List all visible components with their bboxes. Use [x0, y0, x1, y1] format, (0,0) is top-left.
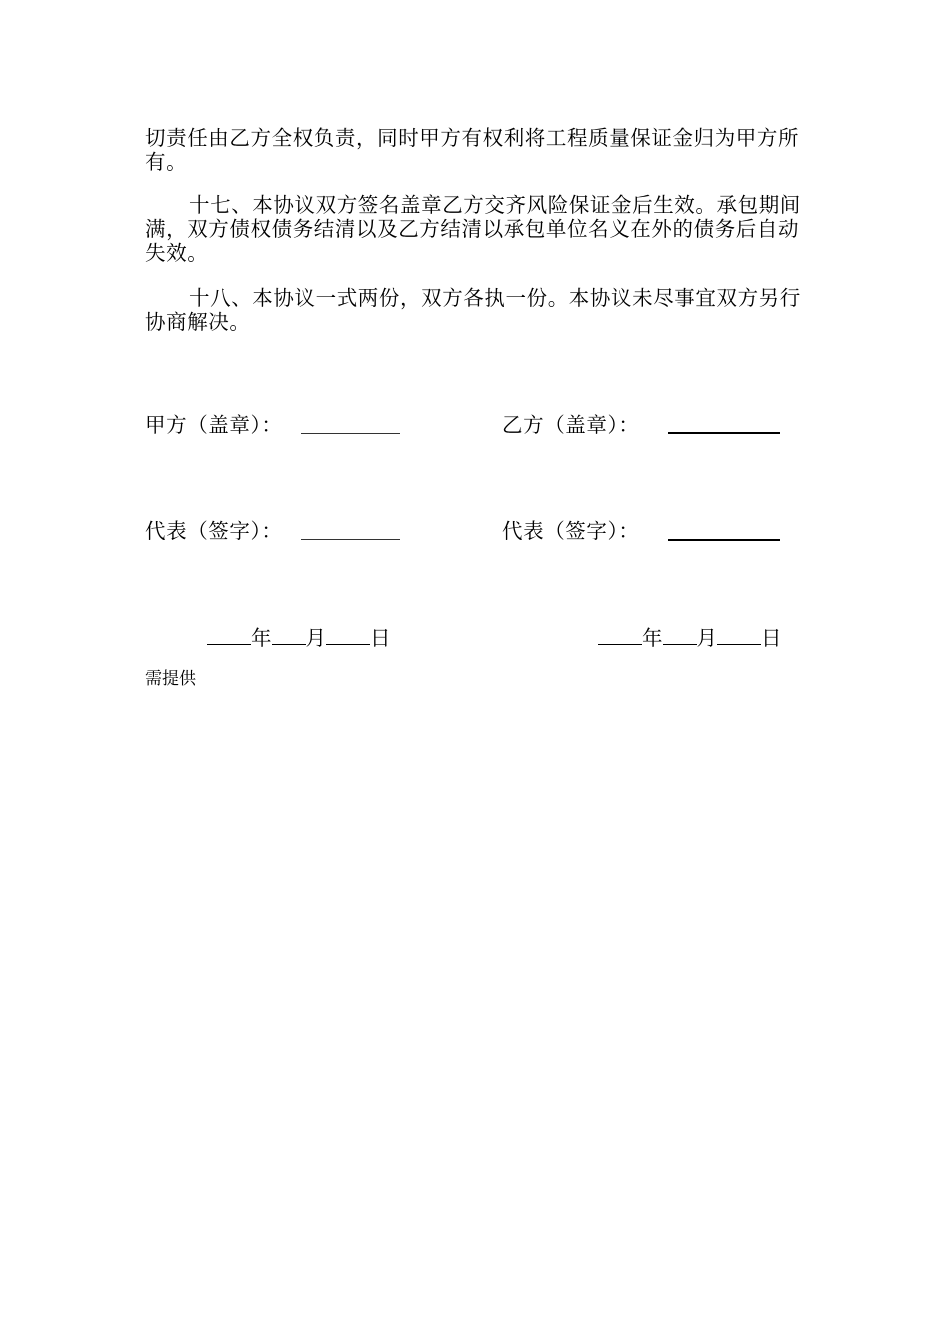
paragraph-liability: 切责任由乙方全权负责，同时甲方有权利将工程质量保证金归为甲方所有。 — [145, 126, 800, 174]
party-b-year-blank[interactable] — [598, 626, 642, 645]
day-label: 日 — [761, 626, 782, 650]
party-a-rep-label: 代表（签字）： — [145, 519, 283, 543]
day-label: 日 — [370, 626, 391, 650]
party-b-date — [598, 626, 782, 650]
party-b-month-blank[interactable] — [663, 626, 697, 645]
party-a-month-blank[interactable] — [272, 626, 306, 645]
year-label: 年 — [251, 626, 272, 650]
paragraph-clause-18: 十八、本协议一式两份，双方各执一份。本协议未尽事宜双方另行协商解决。 — [145, 286, 801, 334]
party-a-seal-label: 甲方（盖章）： — [145, 413, 283, 437]
party-b-seal-label: 乙方（盖章）： — [502, 413, 640, 437]
party-b-rep-line[interactable] — [668, 539, 780, 541]
month-label: 月 — [305, 626, 326, 650]
party-a-year-blank[interactable] — [207, 626, 251, 645]
party-b-seal-line[interactable] — [668, 432, 780, 434]
party-b-day-blank[interactable] — [717, 626, 761, 645]
party-a-rep-line[interactable] — [301, 539, 400, 540]
party-b-rep-label: 代表（签字）： — [502, 519, 640, 543]
paragraph-clause-17: 十七、本协议双方签名盖章乙方交齐风险保证金后生效。承包期间满，双方债权债务结清以及乙方结清以承包单位名义在外的债务后自动失效。 — [145, 193, 801, 265]
year-label: 年 — [642, 626, 663, 650]
month-label: 月 — [696, 626, 717, 650]
footer-note: 需提供 — [145, 669, 196, 689]
party-a-seal-line[interactable] — [301, 433, 400, 434]
party-a-date — [207, 626, 391, 650]
party-a-day-blank[interactable] — [326, 626, 370, 645]
